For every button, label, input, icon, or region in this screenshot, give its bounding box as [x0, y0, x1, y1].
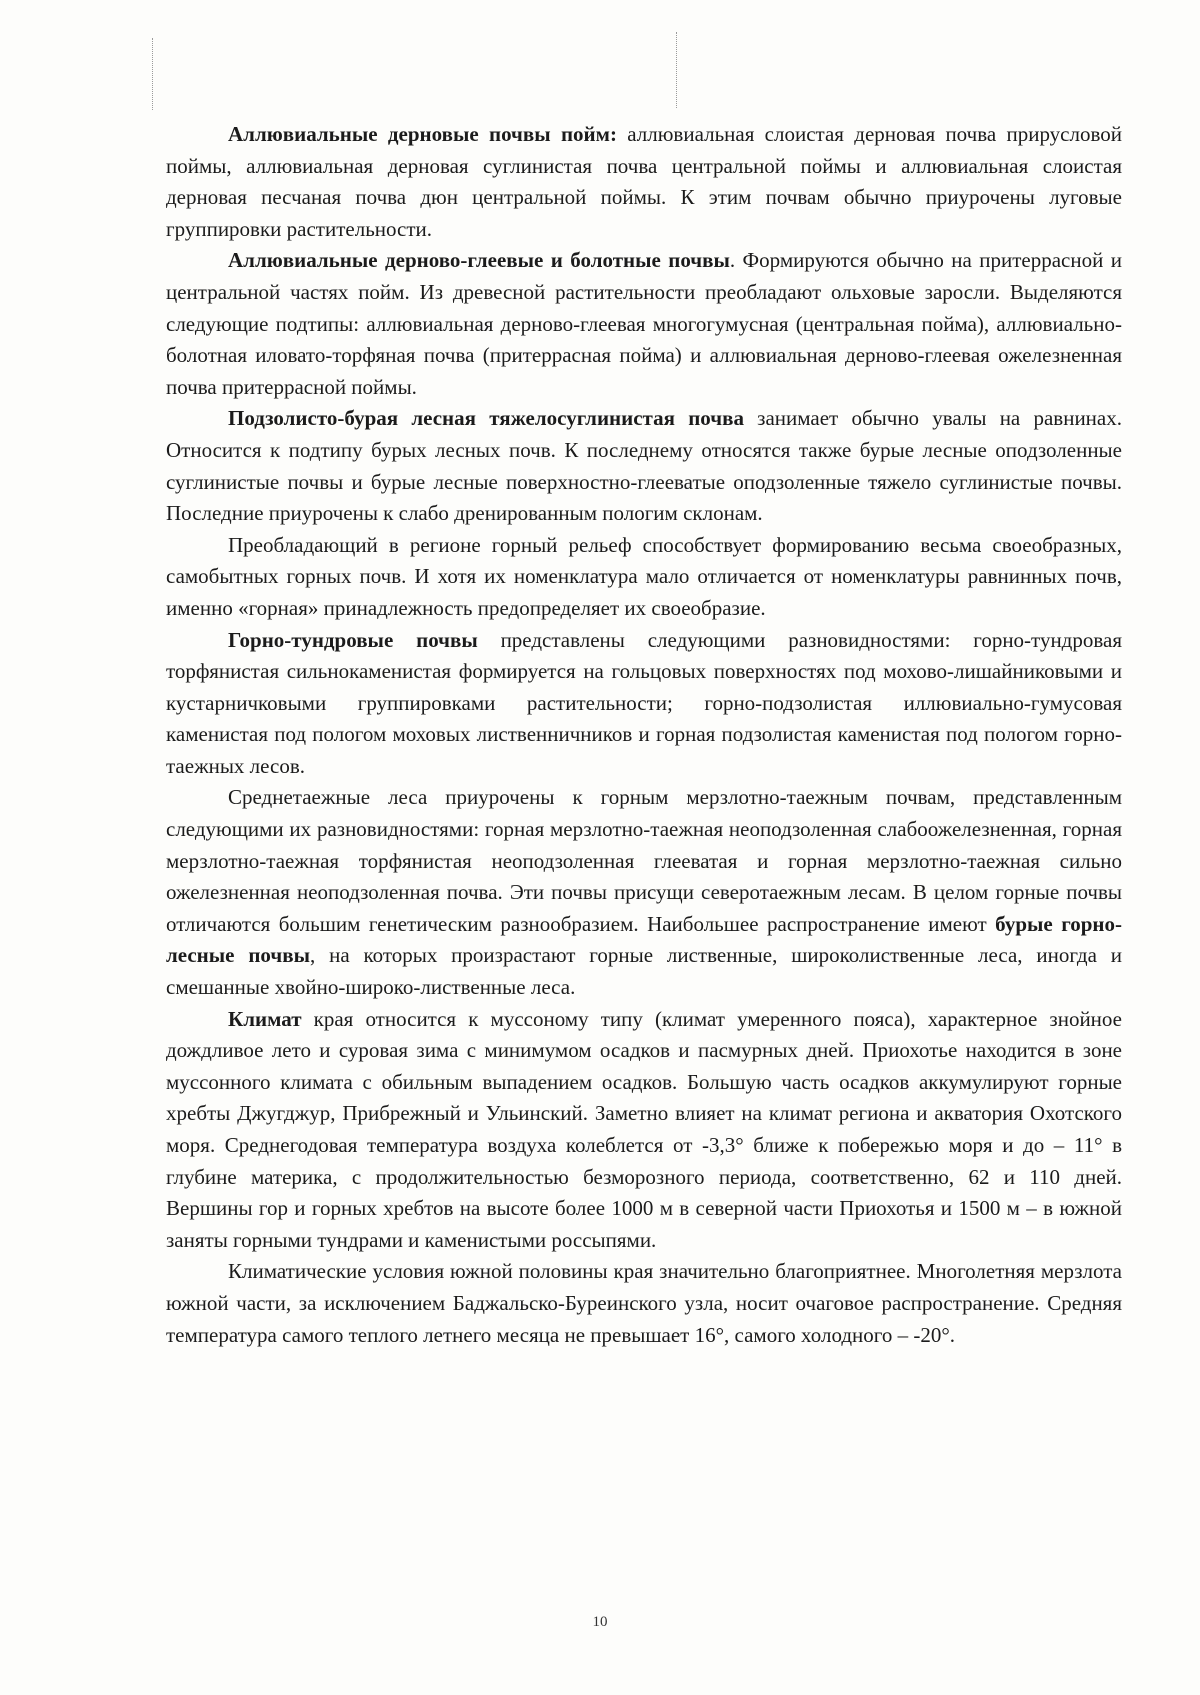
scan-mark-left	[152, 38, 153, 110]
paragraph-alluvial-sod-soils	[166, 119, 1122, 245]
paragraph-text: представлены следующими разновидностями: горно-тундровая торфянистая сильнокаменистая формируется на гольцовых поверхностях под мохово-лишайниковыми и кустарничковыми группировками растительности; горно-подзолистая иллювиально-гумусовая каменистая под пологом моховых лиственничников и горная подзолистая каменистая под пологом горно-таежных лесов.	[166, 627, 1122, 778]
paragraph-mountain-relief	[166, 530, 1122, 625]
paragraph-heading: Климат	[228, 1006, 302, 1031]
paragraph-heading: Подзолисто-бурая лесная тяжелосуглинистая почва	[228, 406, 744, 431]
paragraph-mountain-tundra-soils	[166, 625, 1122, 783]
paragraph-text: Среднетаежные леса приурочены к горным мерзлотно-таежным почвам, представленным следующими их разновидностями: горная мерзлотно-таежная неоподзоленная слабоожелезненная, горная мерзлотно-таежная торфянистая неоподзоленная глееватая и горная мерзлотно-таежная сильно ожелезненная неоподзоленная почва. Эти почвы присущи северотаежным лесам. В целом горные почвы отличаются большим генетическим разнообразием. Наибольшее распространение имеют	[166, 785, 1122, 936]
scan-mark-right	[676, 32, 677, 108]
paragraph-heading: Аллювиальные дерновые почвы пойм:	[228, 122, 617, 146]
paragraph-heading: Аллювиальные дерново-глеевые и болотные почвы	[228, 248, 730, 273]
document-body	[166, 119, 1122, 1351]
paragraph-text: края относится к муссоному типу (климат умеренного пояса), характерное знойное дождливое лето и суровая зима с минимумом осадков и пасмурных дней. Приохотье находится в зоне муссонного климата с обильным выпадением осадков. Большую часть осадков аккумулируют горные хребты Джугджур, Прибрежный и Ульинский. Заметно влияет на климат региона и акватория Охотского моря. Среднегодовая температура воздуха колеблется от -3,3° ближе к побережью моря и до – 11° в глубине материка, с продолжительностью безморозного периода, соответственно, 62 и 110 дней. Вершины гор и горных хребтов на высоте более 1000 м в северной части Приохотья и 1500 м – в южной заняты горными тундрами и каменистыми россыпями.	[166, 1006, 1122, 1252]
paragraph-podzolic-brown-soil	[166, 403, 1122, 529]
paragraph-text: Преобладающий в регионе горный рельеф способствует формированию весьма своеобразных, самобытных горных почв. И хотя их номенклатура мало отличается от номенклатуры равнинных почв, именно «горная» принадлежность предопределяет их своеобразие.	[166, 532, 1122, 620]
paragraph-text: занимает обычно увалы на равнинах. Относится к подтипу бурых лесных почв. К последнему относятся также бурые лесные оподзоленные суглинистые почвы и бурые лесные поверхностно-глееватые оподзоленные тяжело суглинистые почвы. Последние приурочены к слабо дренированным пологим склонам.	[166, 406, 1122, 526]
paragraph-middle-taiga	[166, 782, 1122, 1003]
paragraph-heading: Горно-тундровые почвы	[228, 627, 478, 652]
page-number: 10	[592, 1614, 608, 1630]
paragraph-bold-term: бурые горно-лесные почвы	[166, 911, 1122, 968]
paragraph-southern-climate	[166, 1256, 1122, 1351]
paragraph-text: . Формируются обычно на притеррасной и центральной частях пойм. Из древесной растительности преобладают ольховые заросли. Выделяются следующие подтипы: аллювиальная дерново-глеевая многогумусная (центральная пойма), аллювиально-болотная иловато-торфяная почва (притеррасная пойма) и аллювиальная дерново-глеевая ожелезненная почва притеррасной поймы.	[166, 248, 1122, 399]
paragraph-text-tail: , на которых произрастают горные лиственные, широколиственные леса, иногда и смешанные хвойно-широко-лиственные леса.	[166, 943, 1122, 1000]
paragraph-text: аллювиальная слоистая дерновая почва прирусловой поймы, аллювиальная дерновая суглинистая почва центральной поймы и аллювиальная слоистая дерновая песчаная почва дюн центральной поймы. К этим почвам обычно приурочены луговые группировки растительности.	[166, 122, 1122, 241]
paragraph-text: Климатические условия южной половины края значительно благоприятнее. Многолетняя мерзлота южной части, за исключением Баджальско-Буреинского узла, носит очаговое распространение. Средняя температура самого теплого летнего месяца не превышает 16°, самого холодного – -20°.	[166, 1259, 1122, 1347]
paragraph-climate	[166, 1004, 1122, 1257]
paragraph-alluvial-gley-soils	[166, 245, 1122, 403]
